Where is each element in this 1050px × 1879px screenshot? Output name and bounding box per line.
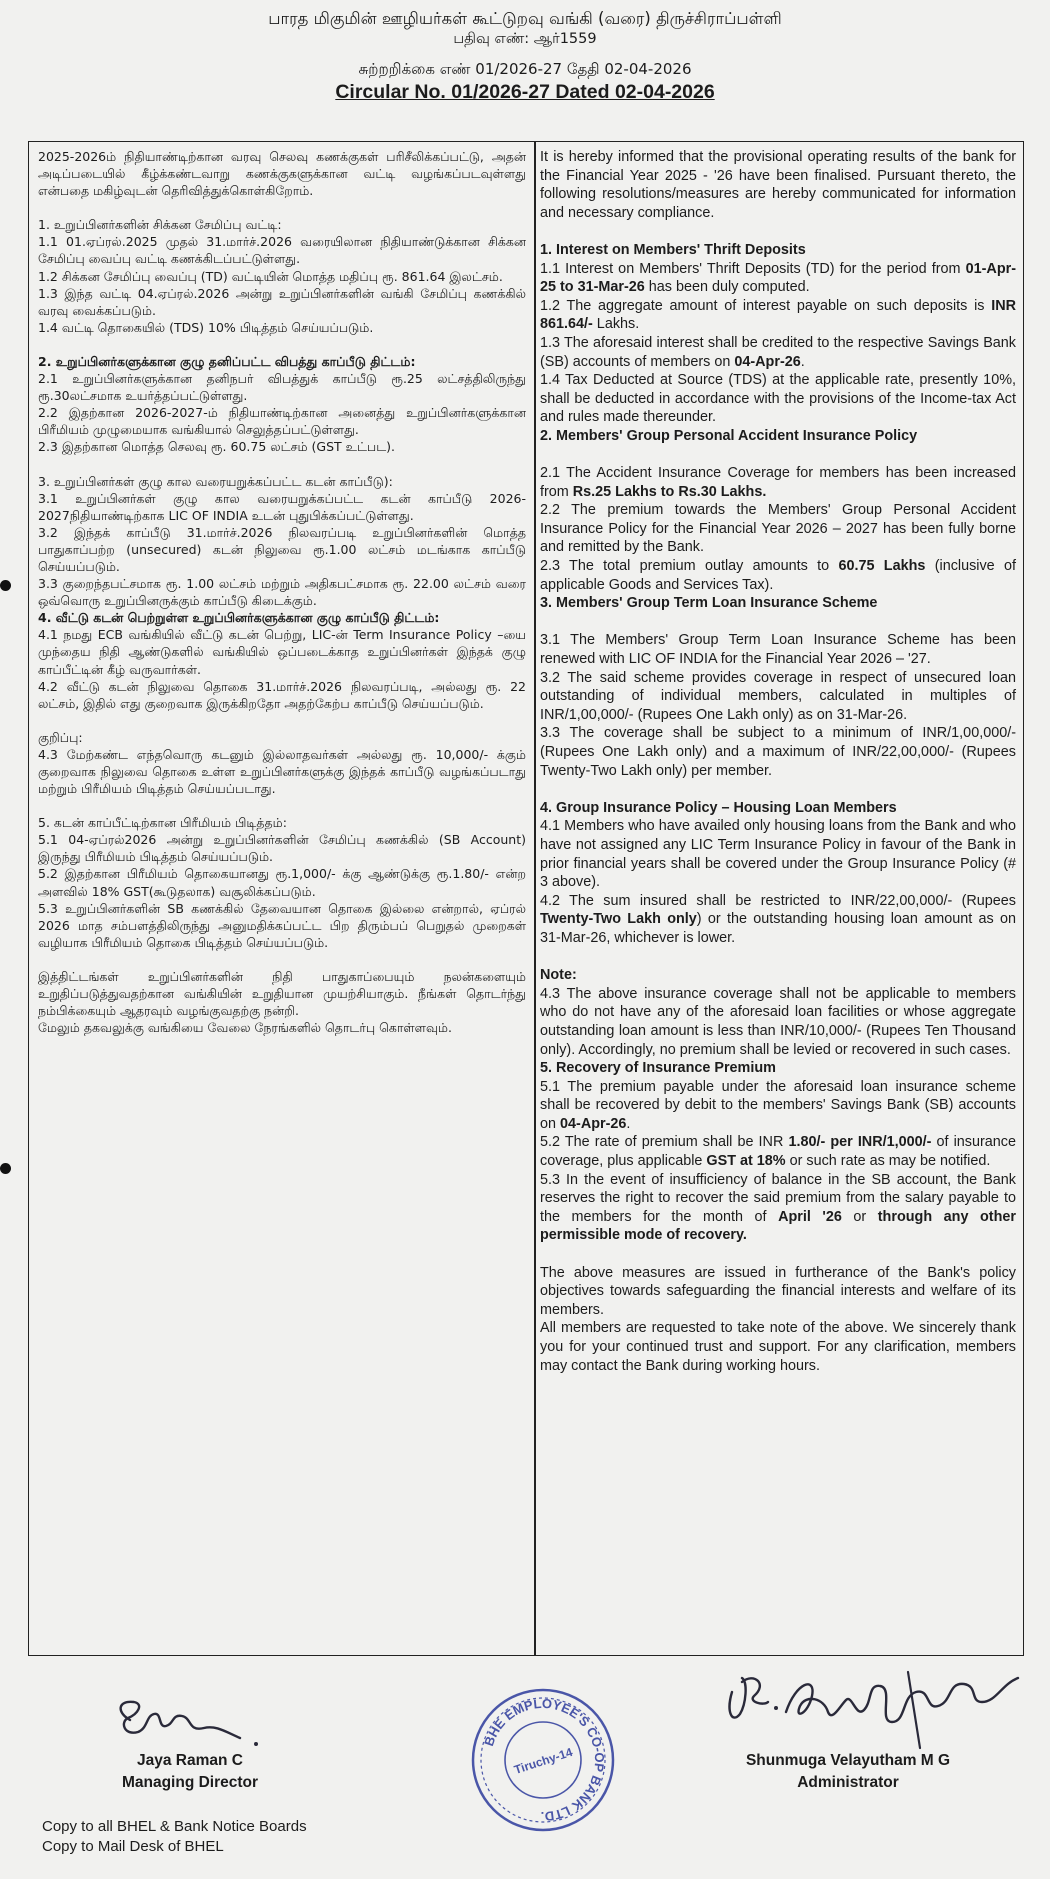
administrator-block [728,1750,968,1794]
tamil-s4-1: 4.1 நமது ECB வங்கியில் வீட்டு கடன் பெற்று, LIC-ன் Term Insurance Policy –யை முந்தைய நிதி ஆண்டுகளில் வங்கியில் ஒப்படைக்காத உறுப்பினர்கள் இந்தக் குழு காப்பீட்டின் கீழ் வருவார்கள். [38,627,526,677]
english-s4-title: 4. Group Insurance Policy – Housing Loan Members [540,799,897,816]
english-s4-3: 4.3 The above insurance coverage shall not be applicable to members who do not have any of the aforesaid loan facilities or whose aggregate outstanding loan amount is less than INR/10,000/- (Rupees Ten Thousand only). Accordingly, no premium shall be levied or recovered in such cases. [540,985,1016,1058]
english-s3-title: 3. Members' Group Term Loan Insurance Scheme [540,595,878,612]
tamil-s2-1: 2.1 உறுப்பினர்களுக்கான தனிநபர் விபத்துக் காப்பீடு ரூ.25 லட்சத்திலிருந்து ரூ.30லட்சமாக உயர்த்தப்பட்டுள்ளது. [38,371,526,404]
registration-number: பதிவு எண்: ஆர்1559 [453,31,597,47]
administrator-title: Administrator [797,1774,899,1791]
tamil-s5-3: 5.3 உறுப்பினர்களின் SB கணக்கில் தேவையான தொகை இல்லை என்றால், ஏப்ரல் 2026 மாத சம்பளத்திலிருந்து அனுமதிக்கப்பட்ட பிற திரும்பப் பெறுதல் முறைகள் வழியாக பிரீமியம் தொகை பிடித்தம் செய்யப்படும். [38,900,526,950]
english-closing-2: All members are requested to take note of the above. We sincerely thank you for your continued trust and support. For any clarification, members may contact the Bank during working hours. [540,1320,1016,1374]
copy-mail-desk: Copy to Mail Desk of BHEL [42,1838,224,1855]
copy-notice-boards: Copy to all BHEL & Bank Notice Boards [42,1818,307,1835]
tamil-s1-title: 1. உறுப்பினர்களின் சிக்கன சேமிப்பு வட்டி: [38,217,282,233]
punch-hole-bottom [0,1163,11,1174]
english-s4-1: 4.1 Members who have availed only housing loans from the Bank and who have not assigned any LIC Term Insurance Policy in favour of the Bank in prior financial years shall be covered under the Group Insurance Policy (# 3 above). [540,818,1016,891]
english-s5-3: 5.3 In the event of insufficiency of balance in the SB account, the Bank reserves the right to recover the said premium from the salary payable to the members for the month of April '26 or through any other permissible mode of recovery. [540,1171,1016,1244]
tamil-s3-2: 3.2 இந்தக் காப்பீடு 31.மார்ச்.2026 நிலவரப்படி உறுப்பினர்களின் மொத்த பாதுகாப்பற்ற (unsecured) கடன் நிலுவை ரூ.1.00 லட்சம் மடங்காக காப்பீடு செய்யப்படும். [38,524,526,574]
tamil-s3-1: 3.1 உறுப்பினர்கள் குழு கால வரையறுக்கப்பட்ட கடன் காப்பீடு 2026-2027நிதியாண்டிற்காக LIC OF INDIA உடன் புதுபிக்கப்பட்டுள்ளது. [38,490,526,523]
tamil-column [38,148,526,1036]
english-s1-1: 1.1 Interest on Members' Thrift Deposits (TD) for the period from 01-Apr-25 to 31-Mar-26 has been duly computed. [540,260,1016,296]
english-s2-title: 2. Members' Group Personal Accident Insurance Policy [540,427,918,444]
managing-director-title: Managing Director [121,1774,259,1791]
english-s1-3: 1.3 The aforesaid interest shall be credited to the respective Savings Bank (SB) accounts of members on 04-Apr-26. [540,334,1016,370]
administrator-name: Shunmuga Velayutham M G [745,1752,951,1769]
bank-name-tamil: பாரத மிகுமின் ஊழியர்கள் கூட்டுறவு வங்கி (வரை) திருச்சிராப்பள்ளி [268,9,782,28]
english-s1-2: 1.2 The aggregate amount of interest payable on such deposits is INR 861.64/- Lakhs. [540,297,1016,333]
english-column [540,148,1016,1375]
circular-title-english: Circular No. 01/2026-27 Dated 02-04-2026 [335,81,715,103]
tamil-s2-title: 2. உறுப்பினர்களுக்கான குழு தனிப்பட்ட விபத்து காப்பீடு திட்டம்: [38,353,416,369]
managing-director-name: Jaya Raman C [137,1752,243,1769]
punch-hole-top [0,580,11,591]
english-s1-title: 1. Interest on Members' Thrift Deposits [540,241,806,258]
english-s5-1: 5.1 The premium payable under the aforesaid loan insurance scheme shall be recovered by debit to the members' Savings Bank (SB) accounts on 04-Apr-26. [540,1078,1016,1132]
tamil-s3-title: 3. உறுப்பினர்கள் குழு கால வரையறுக்கப்பட்ட கடன் காப்பீடு): [38,473,393,489]
column-divider [534,141,536,1656]
english-closing-1: The above measures are issued in furtherance of the Bank's policy objectives towards safeguarding the financial interests and welfare of its members. [540,1264,1016,1318]
english-s3-1: 3.1 The Members' Group Term Loan Insurance Scheme has been renewed with LIC OF INDIA for the Financial Year 2026 – '27. [540,632,1016,668]
seal-center-text: Tiruchy-14 [512,1744,575,1777]
tamil-closing-1: இத்திட்டங்கள் உறுப்பினர்களின் நிதி பாதுகாப்பையும் நலன்களையும் உறுதிப்படுத்துவதற்கான வங்கியின் உறுதியான முயற்சியாகும். நீங்கள் தொடர்ந்து நம்பிக்கையும் ஆதரவும் வழங்குவதற்கு நன்றி. [38,968,526,1019]
administrator-signature [720,1662,1030,1752]
english-s5-2: 5.2 The rate of premium shall be INR 1.80/- per INR/1,000/- of insurance coverage, plus applicable GST at 18% or such rate as may be notified. [540,1134,1016,1170]
tamil-closing-2: மேலும் தகவலுக்கு வங்கியை வேலை நேரங்களில் தொடர்பு கொள்ளவும். [38,1020,452,1036]
circular-title-tamil: சுற்றறிக்கை எண் 01/2026-27 தேதி 02-04-2026 [358,60,692,78]
tamil-s5-2: 5.2 இதற்கான பிரீமியம் தொகையானது ரூ.1,000/- க்கு ஆண்டுக்கு ரூ.1.80/- என்ற அளவில் 18% GST(கூடுதலாக) வசூலிக்கப்படும். [38,866,526,899]
tamil-s3-3: 3.3 குறைந்தபட்சமாக ரூ. 1.00 லட்சம் மற்றும் அதிகபட்சமாக ரூ. 22.00 லட்சம் வரை ஒவ்வொரு உறுப்பினருக்கும் காப்பீடு கிடைக்கும். [38,576,526,609]
english-s2-3: 2.3 The total premium outlay amounts to 60.75 Lakhs (inclusive of applicable Goods and Services Tax). [540,558,1016,593]
english-s3-2: 3.2 The said scheme provides coverage in respect of unsecured loan outstanding of individual members, calculated in multiples of INR/1,00,000/- (Rupees One Lakh only) as on 31-Mar-26. [540,669,1016,723]
english-intro: It is hereby informed that the provisional operating results of the bank for the Financial Year 2025 - '26 have been finalised. Pursuant thereto, the following resolutions/measures are hereby communicated for information and necessary compliance. [540,149,1016,221]
tamil-s1-3: 1.3 இந்த வட்டி 04.ஏப்ரல்.2026 அன்று உறுப்பினர்களின் வங்கி சேமிப்பு கணக்கில் வரவு வைக்கப்படும். [38,285,526,318]
english-note-title: Note: [540,967,577,984]
tamil-s1-1: 1.1 01.ஏப்ரல்.2025 முதல் 31.மார்ச்.2026 வரையிலான நிதியாண்டுக்கான சிக்கன சேமிப்பு வைப்பு வட்டி கணக்கிடப்பட்டுள்ளது. [38,234,526,267]
tamil-s4-3: 4.3 மேற்கண்ட எந்தவொரு கடனும் இல்லாதவர்கள் அல்லது ரூ. 10,000/- க்கும் குறைவாக நிலுவை தொகை உள்ள உறுப்பினர்களுக்கு இந்தக் காப்பீடு வழங்கப்படாது மற்றும் பிரீமியம் பிடித்தம் செய்யப்படாது. [38,746,526,797]
tamil-s4-title: 4. வீட்டு கடன் பெற்றுள்ள உறுப்பினர்களுக்கான குழு காப்பீடு திட்டம்: [38,610,440,626]
tamil-intro: 2025-2026ம் நிதியாண்டிற்கான வரவு செலவு கணக்குகள் பரிசீலிக்கப்பட்டு, அதன் அடிப்படையில் கீழ்க்கண்டவாறு கணக்குகளுக்கான வட்டி வழங்கப்படவுள்ளது என்பதை மகிழ்வுடன் தெரிவித்துக்கொள்கிறோம். [38,149,526,199]
tamil-s1-4: 1.4 வட்டி தொகையில் (TDS) 10% பிடித்தம் செய்யப்படும். [38,319,374,335]
tamil-s5-1: 5.1 04-ஏப்ரல்2026 அன்று உறுப்பினர்களின் சேமிப்பு கணக்கில் (SB Account) இருந்து பிரீமியம் பிடித்தம் செய்யப்படும். [38,832,526,865]
english-s2-2: 2.2 The premium towards the Members' Group Personal Accident Insurance Policy for the Financial Year 2026 – 2027 has been fully borne and remitted by the Bank. [540,502,1016,556]
english-s1-4: 1.4 Tax Deducted at Source (TDS) at the applicable rate, presently 10%, shall be deducted in accordance with the provisions of the Income-tax Act and rules made thereunder. [540,372,1016,426]
english-s3-3: 3.3 The coverage shall be subject to a minimum of INR/1,00,000/- (Rupees One Lakh only) and a maximum of INR/22,00,000/- (Rupees Twenty-Two Lakh only) per member. [540,725,1016,779]
tamil-note-title: குறிப்பு: [38,729,83,745]
english-s2-1: 2.1 The Accident Insurance Coverage for members has been increased from Rs.25 Lakhs to Rs.30 Lakhs. [540,465,1016,500]
seal-ring-text: BHE EMPLOYEE'S CO-OP BANK LTD. [481,1695,608,1825]
english-s4-2: 4.2 The sum insured shall be restricted to INR/22,00,000/- (Rupees Twenty-Two Lakh only) or the outstanding housing loan amount as on 31-Mar-26, whichever is lower. [540,892,1017,946]
tamil-s1-2: 1.2 சிக்கன சேமிப்பு வைப்பு (TD) வட்டியின் மொத்த மதிப்பு ரூ. 861.64 இலட்சம். [38,268,503,284]
bank-seal [468,1685,618,1835]
tamil-s2-3: 2.3 இதற்கான மொத்த செலவு ரூ. 60.75 லட்சம் (GST உட்பட). [38,439,396,455]
managing-director-block [90,1750,290,1794]
tamil-s5-title: 5. கடன் காப்பீட்டிற்கான பிரீமியம் பிடித்தம்: [38,815,287,831]
letterhead [0,8,1050,104]
tamil-s4-2: 4.2 வீட்டு கடன் நிலுவை தொகை 31.மார்ச்.2026 நிலவரப்படி, அல்லது ரூ. 22 லட்சம், இதில் எது குறைவாக இருக்கிறதோ அதற்கேற்ப காப்பீடு செய்யப்படும். [38,678,526,711]
tamil-s2-2: 2.2 இதற்கான 2026-2027-ம் நிதியாண்டிற்கான அனைத்து உறுப்பினர்களுக்கான பிரீமியம் முழுமையாக வங்கியால் செலுத்தப்பட்டுள்ளது. [38,405,526,438]
english-s5-title: 5. Recovery of Insurance Premium [540,1060,776,1077]
